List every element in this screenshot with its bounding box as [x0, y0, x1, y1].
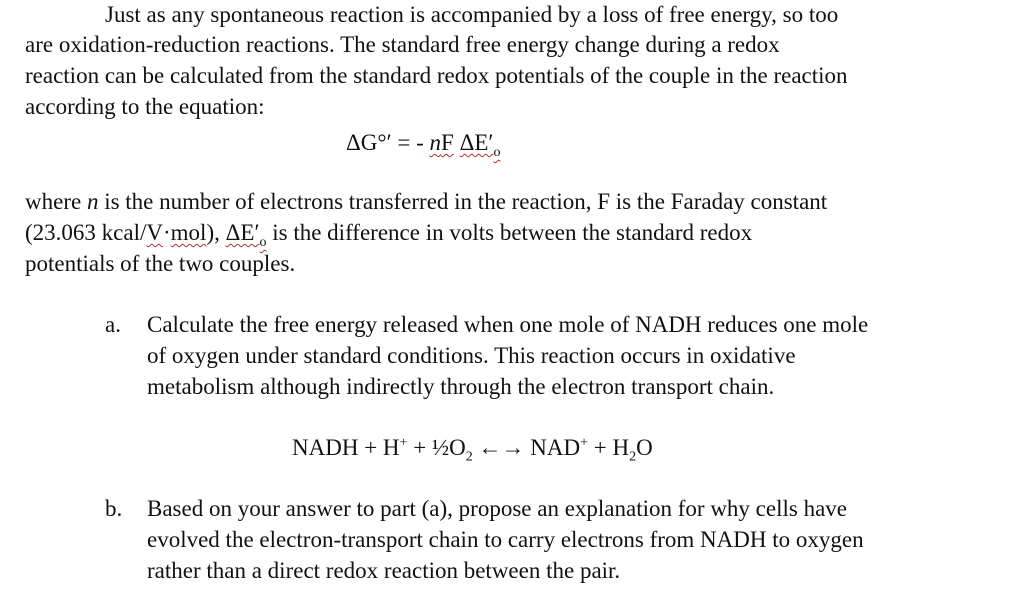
eq2-nadh: NADH + H: [292, 435, 400, 460]
eq2-h2o-b: O: [636, 435, 653, 460]
p2-line2-v: V: [146, 220, 163, 245]
p2-line2-sub-o: o: [259, 235, 267, 250]
eq2-two1: 2: [465, 449, 473, 465]
item-a-line2: of oxygen under standard conditions. This reaction occurs in oxidative: [147, 343, 796, 368]
item-b-marker: b.: [105, 496, 123, 521]
free-energy-equation: [346, 128, 500, 162]
eq2-plus2: +: [580, 435, 589, 451]
paragraph1-line3: reaction can be calculated from the standard redox potentials of the couple in the reaction: [25, 63, 848, 88]
reversible-arrow-icon: ←→: [472, 435, 531, 460]
equation-lhs: ΔG°′ = -: [346, 130, 430, 155]
equation-sub-o: o: [493, 145, 501, 160]
equation-delta-e: ΔE′: [459, 130, 494, 155]
item-b-line1: Based on your answer to part (a), propose an explanation for why cells have: [147, 496, 847, 521]
eq2-plus1: +: [399, 435, 408, 451]
p2-line2-pre: (23.063 kcal/: [25, 220, 147, 245]
eq2-half-o: + ½O: [407, 435, 466, 460]
paragraph1-line4: according to the equation:: [25, 94, 265, 119]
item-a-line3: metabolism although indirectly through the electron transport chain.: [147, 374, 775, 399]
p2-line2-post1: ),: [206, 220, 226, 245]
item-b-line2: evolved the electron-transport chain to carry electrons from NADH to oxygen: [147, 527, 864, 552]
paragraph1-line1: Just as any spontaneous reaction is accompanied by a loss of free energy, so too: [105, 2, 839, 27]
item-a-line1: Calculate the free energy released when one mole of NADH reduces one mole: [147, 312, 869, 337]
eq2-nad: NAD: [530, 435, 581, 460]
p2-line1-pre: where: [25, 189, 87, 214]
p2-line2-delta-e: ΔE′: [225, 220, 260, 245]
p2-line2-mol: mol: [170, 220, 207, 245]
p2-line2-post2: is the difference in volts between the standard redox: [266, 220, 753, 245]
p2-line1-post: is the number of electrons transferred in the reaction, F is the Faraday constant: [98, 189, 828, 214]
equation-f: F: [441, 130, 454, 155]
paragraph2-line1: [25, 187, 827, 217]
paragraph2-line3: potentials of the two couples.: [25, 251, 296, 276]
equation-n: n: [429, 130, 442, 155]
p2-line2-mid: ·: [162, 220, 171, 245]
paragraph1-line2: are oxidation-reduction reactions. The standard free energy change during a redox: [25, 32, 780, 57]
nadh-reaction-equation: [292, 433, 653, 463]
p2-line1-n: n: [86, 189, 99, 214]
paragraph2-line2: [25, 218, 752, 252]
item-a-marker: a.: [105, 312, 121, 337]
eq2-two2: 2: [629, 449, 637, 465]
item-b-line3: rather than a direct redox reaction between the pair.: [147, 558, 621, 583]
eq2-h2o-a: + H: [588, 435, 630, 460]
